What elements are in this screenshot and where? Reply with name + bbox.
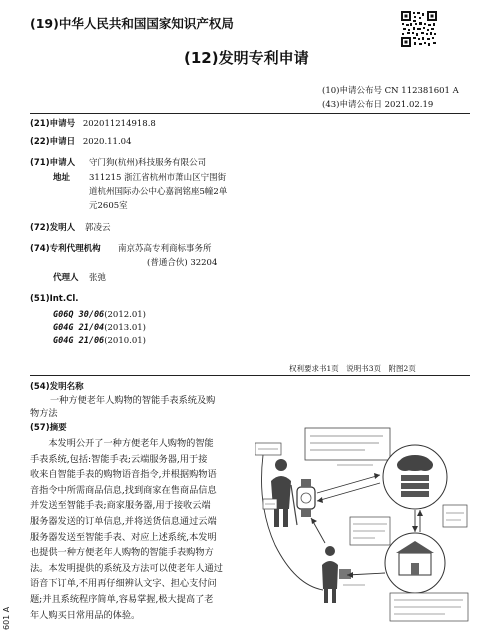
invention-title-cont: 物方法 bbox=[30, 408, 58, 419]
qr-code bbox=[400, 10, 438, 48]
abstract-line: 收来自智能手表的购物语音指令,并根据购物语 bbox=[30, 469, 217, 481]
application-number-row bbox=[30, 118, 156, 130]
elderly-person-icon bbox=[271, 459, 297, 527]
ipc-row bbox=[53, 335, 146, 347]
server-icon bbox=[401, 475, 429, 497]
application-date-value: 2020.11.04 bbox=[82, 137, 132, 147]
ipc-version: (2012.01) bbox=[104, 310, 146, 320]
abstract-line: 手表系统,包括:智能手表;云端服务器,用于接 bbox=[30, 453, 208, 465]
document-type: (12)发明专利申请 bbox=[184, 49, 309, 67]
int-cl-label: (51)Int.Cl. bbox=[30, 294, 79, 304]
abstract-line: 也提供一种方便老年人购物的智能手表购物方 bbox=[30, 547, 214, 559]
abstract-line: 题;并且系统程序简单,容易掌握,极大提高了老 bbox=[30, 593, 214, 605]
page-count-info: 权利要求书1页 说明书3页 附图2页 bbox=[289, 364, 416, 373]
ipc-code: G04G 21/06 bbox=[53, 336, 105, 346]
side-code-text: 601 A bbox=[2, 606, 11, 630]
address-label: 地址 bbox=[53, 173, 71, 183]
inventor-value: 郭凌云 bbox=[85, 223, 111, 233]
invention-title: 一种方便老年人购物的智能手表系统及购 bbox=[50, 395, 216, 406]
ipc-row bbox=[53, 322, 146, 334]
ipc-code: G04G 21/04 bbox=[53, 323, 105, 333]
abstract-line: 服务器发送至智能手表、对应上述系统,本发明 bbox=[30, 531, 217, 543]
abstract-line: 本发明公开了一种方便老年人购物的智能 bbox=[30, 438, 214, 449]
inventor-label: (72)发明人 bbox=[30, 223, 76, 233]
abstract-line: 语音下订单,不用再仔细辨认文字、担心支付问 bbox=[30, 578, 217, 590]
application-number-label: (21)申请号 bbox=[30, 119, 76, 129]
address-line-3: 元2605室 bbox=[89, 201, 128, 211]
header-divider bbox=[30, 113, 470, 114]
application-number-value: 202011214918.8 bbox=[82, 119, 156, 129]
abstract-figure bbox=[255, 425, 470, 625]
ipc-row bbox=[53, 309, 146, 321]
ipc-version: (2010.01) bbox=[104, 336, 146, 346]
agent-value: 张弛 bbox=[89, 273, 107, 283]
abstract-line: 年人购买日常用品的体验。 bbox=[30, 609, 141, 621]
abstract-text bbox=[30, 436, 237, 623]
office-name: (19)中华人民共和国国家知识产权局 bbox=[30, 16, 234, 31]
applicant-label: (71)申请人 bbox=[30, 158, 76, 168]
side-publication-code bbox=[0, 592, 12, 632]
agency-line-1: 南京苏高专利商标事务所 bbox=[118, 244, 212, 254]
abstract-line: 并发送至智能手表;商家服务器,用于接收云端 bbox=[30, 500, 211, 512]
address-line-2: 道杭州国际办公中心嘉润铭座5幢2单 bbox=[89, 187, 228, 197]
speech-bubble-box bbox=[305, 428, 390, 460]
applicant-value: 守门狗(杭州)科技服务有限公司 bbox=[89, 158, 207, 168]
ipc-version: (2013.01) bbox=[104, 323, 146, 333]
abstract-line: 音指令中所需商品信息,找到商家在售商品信息 bbox=[30, 484, 217, 496]
address-line-1: 311215 浙江省杭州市萧山区宁围街 bbox=[89, 173, 227, 183]
agent-label: 代理人 bbox=[53, 273, 79, 283]
delivery-person-icon bbox=[322, 546, 351, 603]
application-date-label: (22)申请日 bbox=[30, 137, 76, 147]
ipc-code: G06Q 30/06 bbox=[53, 310, 105, 320]
publication-number: (10)申请公布号 CN 112381601 A bbox=[322, 86, 459, 96]
label-box bbox=[443, 505, 467, 527]
abstract-line: 服务器发送的订单信息,并将送货信息通过云端 bbox=[30, 515, 217, 527]
abstract-label: (57)摘要 bbox=[30, 423, 67, 433]
title-label: (54)发明名称 bbox=[30, 382, 84, 392]
smart-watch-icon bbox=[297, 479, 315, 517]
application-date-row bbox=[30, 136, 131, 148]
abstract-line: 法。本发明提供的系统及方法可以使老年人通过 bbox=[30, 562, 223, 574]
agency-label: (74)专利代理机构 bbox=[30, 244, 101, 254]
body-divider bbox=[30, 375, 470, 376]
agency-line-2: (普通合伙) 32204 bbox=[147, 258, 218, 268]
publication-date: (43)申请公布日 2021.02.19 bbox=[322, 100, 434, 110]
